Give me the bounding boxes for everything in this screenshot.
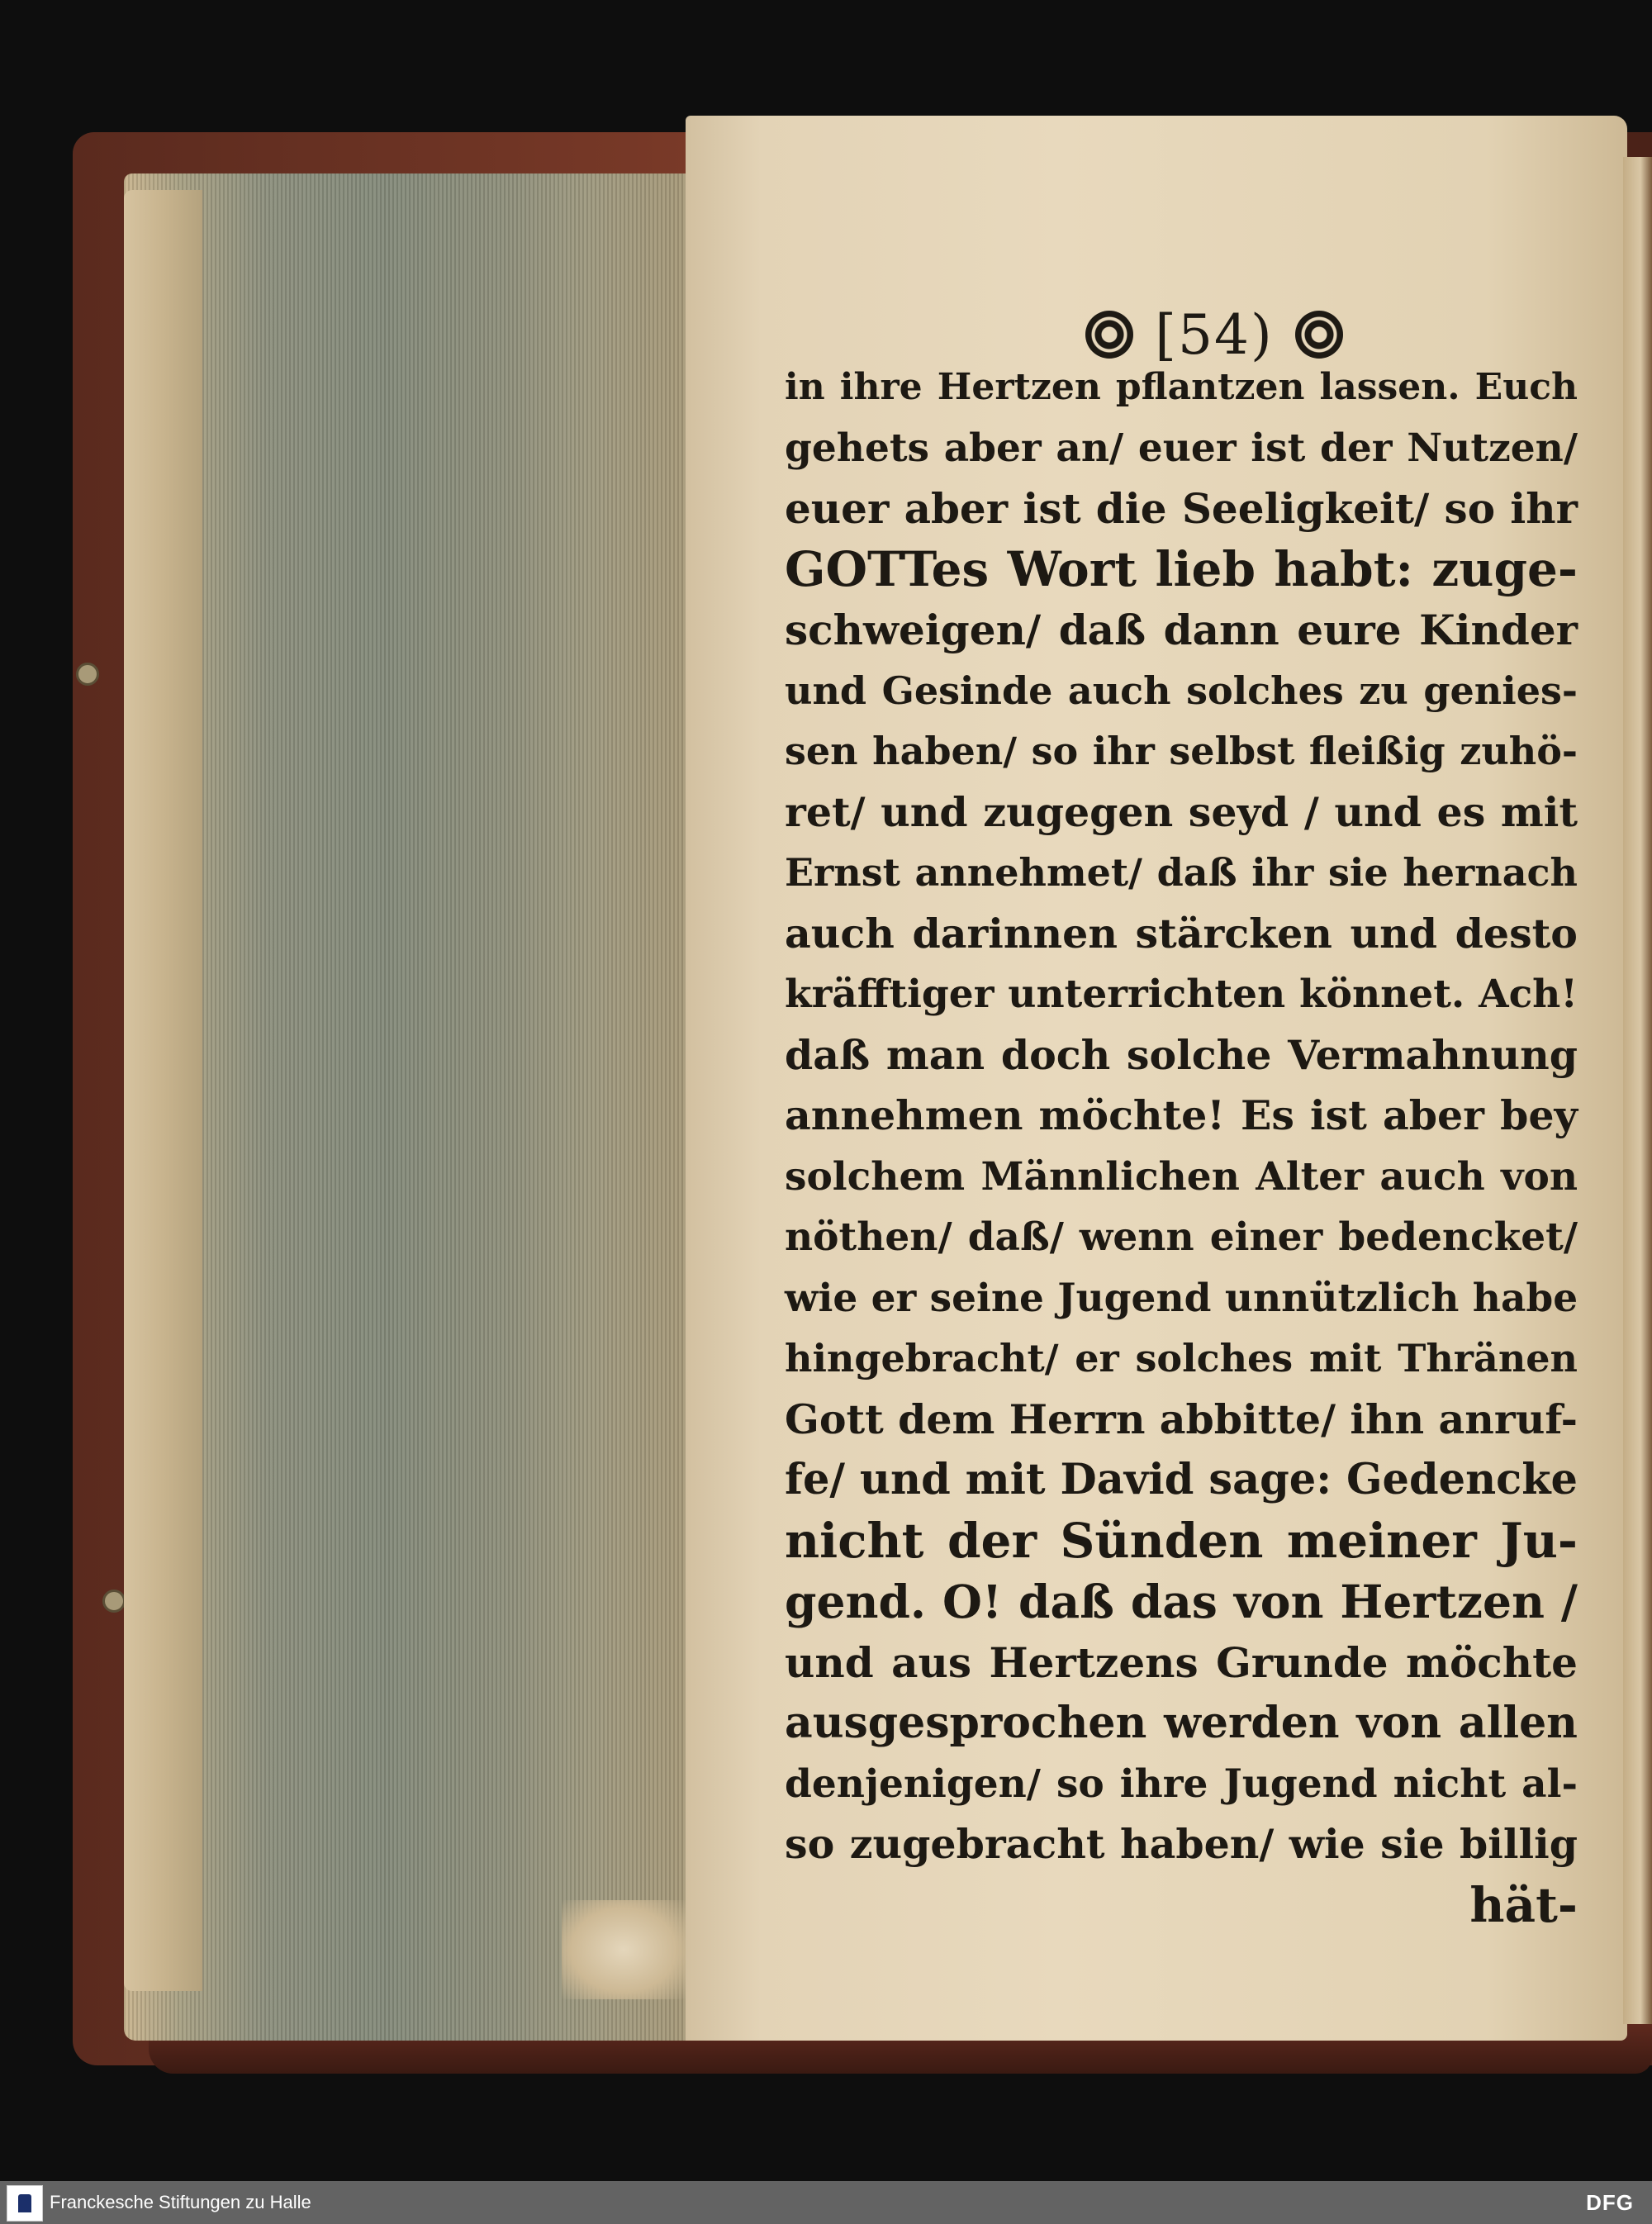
text-line: kräfftiger unterrichten könnet. Ach! [785,972,1578,1017]
torn-page-corner [562,1900,686,1999]
text-line: auch darinnen stärcken und desto [785,909,1578,958]
text-line: gehets aber an/ euer ist der Nutzen/ [785,425,1578,471]
binding-nail-upper [76,663,99,686]
text-line: und Gesinde auch solches zu genies- [785,668,1578,713]
text-line: fe/ und mit David sage: Gedencke [785,1455,1578,1504]
text-line: daß man doch solche Vermahnung [785,1030,1578,1079]
text-line: solchem Männlichen Alter auch von [785,1153,1578,1200]
page-stack-outer-edge [124,190,202,1991]
text-line: in ihre Hertzen pflantzen lassen. Euch [785,366,1578,408]
text-line: euer aber ist die Seeligkeit/ so ihr [785,484,1578,533]
text-line: ausgesprochen werden von allen [785,1698,1578,1748]
catchword: hät- [1469,1876,1578,1933]
text-line: und aus Hertzens Grunde möchte [785,1637,1578,1687]
text-line: wie er seine Jugend unnützlich habe [785,1275,1578,1321]
book-page-right-edge [1623,157,1652,2024]
page-body-text [785,357,1578,1936]
footer-bar [0,2181,1652,2224]
text-line: schweigen/ daß dann eure Kinder [785,606,1578,654]
text-line: Gott dem Herrn abbitte/ ihn anruf- [785,1395,1578,1443]
institution-name[interactable]: Franckesche Stiftungen zu Halle [50,2192,311,2212]
text-line: denjenigen/ so ihre Jugend nicht al- [785,1761,1578,1807]
page-stack-fore-edge [124,173,702,2041]
institution-logo[interactable] [7,2185,43,2222]
text-line: so zugebracht haben/ wie sie billig [785,1820,1578,1868]
rosette-ornament-icon [1085,311,1133,359]
text-line: nicht der Sünden meiner Ju- [785,1512,1578,1569]
text-line: GOTTes Wort lieb habt: zuge- [785,540,1578,597]
text-line: annehmen möchte! Es ist aber bey [785,1091,1578,1139]
text-line: sen haben/ so ihr selbst fleißig zuhö- [785,729,1578,773]
text-line: nöthen/ daß/ wenn einer bedencket/ [785,1214,1578,1260]
binding-nail-lower [102,1590,126,1613]
dfg-logo[interactable]: DFG [1586,2190,1634,2215]
rosette-ornament-icon [1295,311,1343,359]
text-line: gend. O! daß das von Hertzen / [785,1575,1578,1628]
text-line: hingebracht/ er solches mit Thränen [785,1336,1578,1380]
building-icon [18,2194,31,2212]
page-number: [54) [1155,302,1274,367]
text-line: ret/ und zugegen seyd / und es mit [785,787,1578,836]
text-line: Ernst annehmet/ daß ihr sie hernach [785,850,1578,895]
